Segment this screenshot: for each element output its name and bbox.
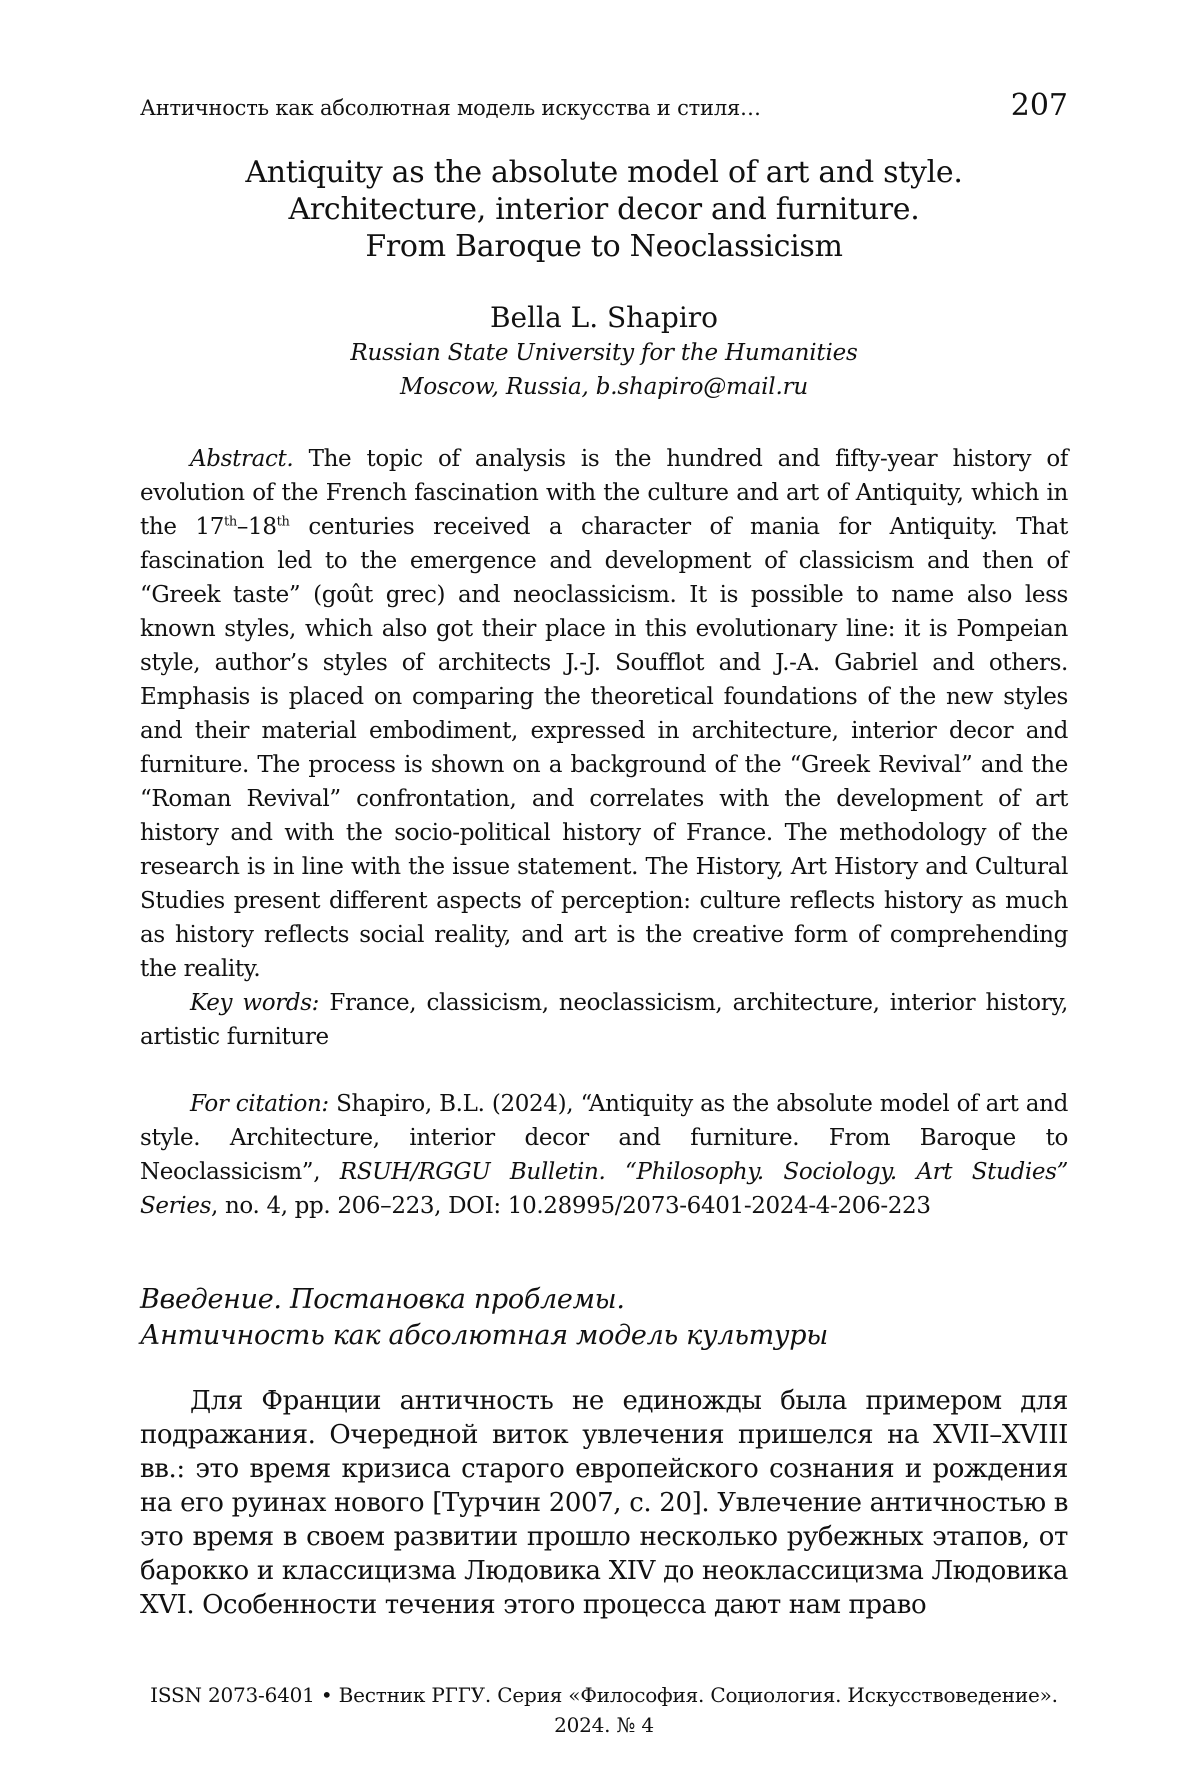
body-paragraph: Для Франции античность не единожды была примером для подражания. Очередной виток увлечения пришелся на XVII–XVIII вв.: это время кризиса старого европейского сознания и рождения на его руинах нового [Турчин 2007, с. 20]. Увлечение античностью в это время в своем развитии прошло несколько рубежных этапов, от барокко и классицизма Людовика XIV до неоклассицизма Людовика XVI. Особенности течения этого процесса дают нам право xyxy=(140,1384,1068,1622)
keywords-paragraph xyxy=(140,986,1068,1054)
citation-journal: RSUH/RGGU Bulletin. “Philosophy. Sociology. Art Studies” Series xyxy=(140,1159,1068,1219)
abstract-sup-1: th xyxy=(224,514,237,529)
abstract-text-3: centuries received a character of mania for Antiquity. That fascination led to the emergence and development of classicism and then of “Greek taste” (goût grec) and neoclassicism. It is possible to name also less known styles, which also got their place in this evolutionary line: it is Pompeian style, author’s styles of architects J.-J. Soufflot and J.-A. Gabriel and others. Emphasis is placed on comparing the theoretical foundations of the new styles and their material embodiment, expressed in architecture, interior decor and furniture. The process is shown on a background of the “Greek Revival” and the “Roman Revival” confrontation, and correlates with the development of art history and with the socio-political history of France. The methodology of the research is in line with the issue statement. The History, Art History and Cultural Studies present different aspects of perception: culture reflects history as much as history reflects social reality, and art is the creative form of comprehending the reality. xyxy=(140,514,1068,982)
page-footer xyxy=(140,1680,1068,1740)
author-name: Bella L. Shapiro xyxy=(140,300,1068,336)
abstract-paragraph xyxy=(140,442,1068,986)
abstract-sup-2: th xyxy=(277,514,290,529)
page-number: 207 xyxy=(1011,88,1068,123)
abstract xyxy=(140,442,1068,1054)
body-text xyxy=(140,1384,1068,1622)
title-line-2: Architecture, interior decor and furniture. xyxy=(140,191,1068,228)
citation xyxy=(140,1087,1068,1223)
footer-line-2: 2024. № 4 xyxy=(140,1710,1068,1740)
section-heading xyxy=(140,1282,1068,1354)
author-affiliation: Russian State University for the Humanities xyxy=(140,336,1068,370)
abstract-text-1: The topic of analysis is the hundred and fifty-year history of evolution of the French fascination with the culture and art of Antiquity, which in the 17 xyxy=(140,446,1068,540)
author-location-email: Moscow, Russia, b.shapiro@mail.ru xyxy=(140,370,1068,404)
article-title xyxy=(140,154,1068,265)
title-line-3: From Baroque to Neoclassicism xyxy=(140,228,1068,265)
running-head xyxy=(140,88,1068,123)
citation-text-2: , no. 4, pp. 206–223, DOI: 10.28995/2073-6401-2024-4-206-223 xyxy=(211,1193,931,1219)
keywords-text: France, classicism, neoclassicism, architecture, interior history, artistic furniture xyxy=(140,990,1068,1050)
journal-page xyxy=(0,0,1200,1780)
section-heading-line-1: Введение. Постановка проблемы. xyxy=(140,1282,1068,1318)
footer-line-1: ISSN 2073-6401 • Вестник РГГУ. Серия «Философия. Социология. Искусствоведение». xyxy=(140,1680,1068,1710)
running-title: Античность как абсолютная модель искусства и стиля… xyxy=(140,96,761,120)
keywords-lead: Key words: xyxy=(190,990,319,1016)
title-line-1: Antiquity as the absolute model of art and style. xyxy=(140,154,1068,191)
section-heading-line-2: Античность как абсолютная модель культуры xyxy=(140,1318,1068,1354)
citation-lead: For citation: xyxy=(190,1091,329,1117)
abstract-lead: Abstract. xyxy=(190,446,293,472)
citation-paragraph xyxy=(140,1087,1068,1223)
abstract-text-2: –18 xyxy=(237,514,277,540)
author-block xyxy=(140,300,1068,404)
citation-text-1: Shapiro, B.L. (2024), “Antiquity as the absolute model of art and style. Architecture, interior decor and furniture. From Baroque to Neoclassicism”, xyxy=(140,1091,1068,1185)
